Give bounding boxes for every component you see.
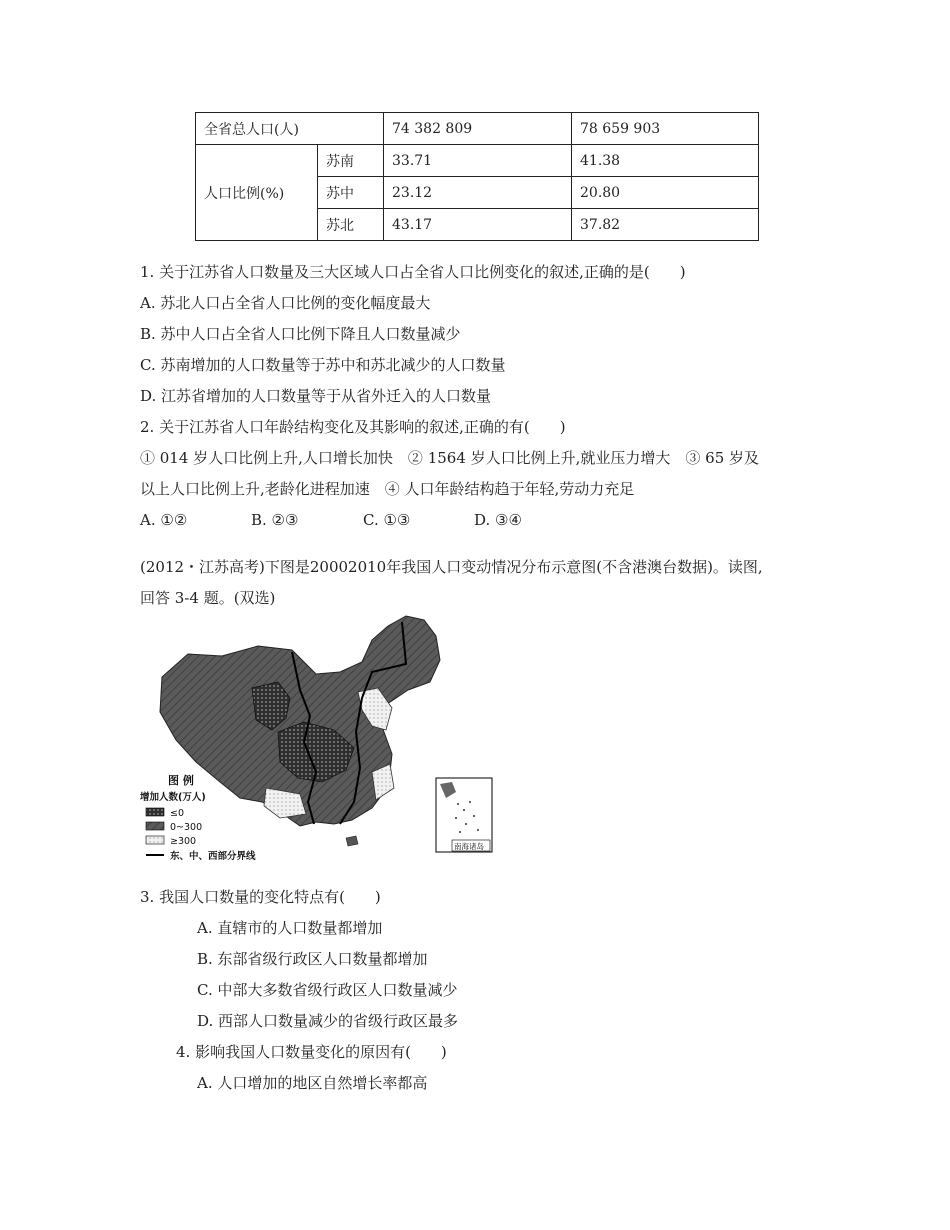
intro-line1: (2012・江苏高考)下图是20002010年我国人口变动情况分布示意图(不含港澳台数据)。读图,	[140, 558, 763, 576]
q2-statements-line1: ① 014 岁人口比例上升,人口增长加快 ② 1564 岁人口比例上升,就业压力增大 ③ 65 岁及	[140, 449, 760, 467]
legend-swatch-moderate	[146, 822, 164, 830]
legend-subtitle: 增加人数(万人)	[140, 792, 206, 803]
hainan-island	[346, 836, 358, 846]
region-cell: 苏中	[318, 177, 384, 209]
table-row	[196, 113, 759, 145]
china-population-map	[140, 612, 500, 860]
value-cell: 41.38	[572, 145, 759, 177]
inset-label: 南海诸岛	[454, 842, 484, 851]
q4-stem: 4. 影响我国人口数量变化的原因有( )	[176, 1043, 447, 1061]
q2-statements-line2: 以上人口比例上升,老龄化进程加速 ④ 人口年龄结构趋于年轻,劳动力充足	[140, 480, 635, 498]
legend-boundary-label: 东、中、西部分界线	[170, 851, 256, 860]
q2-option-a: A. ①②	[140, 511, 188, 529]
q3-option-b: B. 东部省级行政区人口数量都增加	[197, 950, 428, 968]
region-cell: 苏北	[318, 209, 384, 241]
value-cell: 37.82	[572, 209, 759, 241]
q3-option-d: D. 西部人口数量减少的省级行政区最多	[197, 1012, 459, 1030]
legend-swatch-decrease	[146, 808, 164, 816]
q2-options	[140, 510, 640, 530]
legend-title: 图 例	[168, 774, 194, 787]
q3-option-c: C. 中部大多数省级行政区人口数量减少	[197, 981, 458, 999]
intro-line2: 回答 3-4 题。(双选)	[140, 589, 276, 607]
total-2000: 74 382 809	[384, 113, 572, 145]
table-row	[196, 145, 759, 177]
value-cell: 43.17	[384, 209, 572, 241]
legend-item-increase: ≥300	[170, 836, 197, 847]
legend-item-decrease: ≤0	[170, 808, 185, 819]
value-cell: 20.80	[572, 177, 759, 209]
q1-option-d: D. 江苏省增加的人口数量等于从省外迁入的人口数量	[140, 387, 492, 405]
region-cell: 苏南	[318, 145, 384, 177]
q1-stem: 1. 关于江苏省人口数量及三大区域人口占全省人口比例变化的叙述,正确的是( )	[140, 263, 686, 281]
q3-option-a: A. 直辖市的人口数量都增加	[197, 919, 383, 937]
total-label: 全省总人口(人)	[196, 113, 384, 145]
q2-stem: 2. 关于江苏省人口年龄结构变化及其影响的叙述,正确的有( )	[140, 418, 566, 436]
q2-option-b: B. ②③	[251, 511, 299, 529]
legend-swatch-increase	[146, 836, 164, 844]
q4-option-a: A. 人口增加的地区自然增长率都高	[197, 1074, 428, 1092]
ratio-label: 人口比例(%)	[196, 145, 318, 241]
q2-option-d: D. ③④	[474, 511, 522, 529]
q2-option-c: C. ①③	[363, 511, 411, 529]
q1-option-c: C. 苏南增加的人口数量等于苏中和苏北减少的人口数量	[140, 356, 506, 374]
legend-item-moderate: 0~300	[170, 822, 203, 833]
value-cell: 33.71	[384, 145, 572, 177]
q3-stem: 3. 我国人口数量的变化特点有( )	[140, 888, 381, 906]
value-cell: 23.12	[384, 177, 572, 209]
population-table	[195, 112, 759, 241]
q1-option-b: B. 苏中人口占全省人口比例下降且人口数量减少	[140, 325, 461, 343]
q1-option-a: A. 苏北人口占全省人口比例的变化幅度最大	[140, 294, 431, 312]
total-2010: 78 659 903	[572, 113, 759, 145]
